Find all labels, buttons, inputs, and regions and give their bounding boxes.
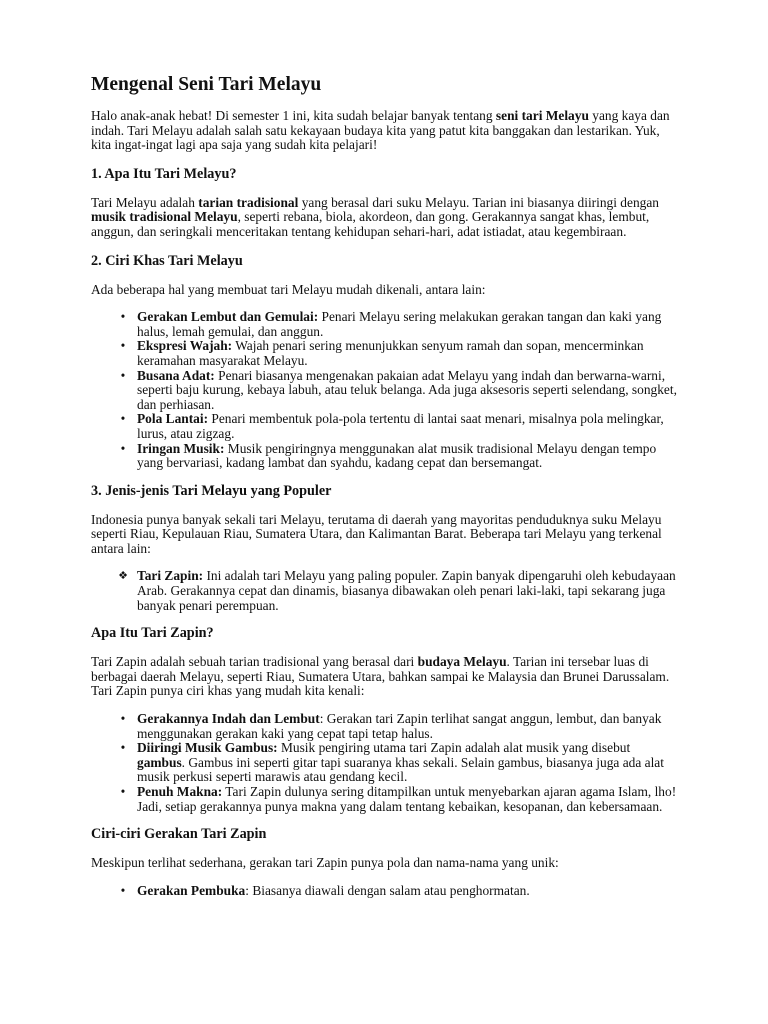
text-run: Penari biasanya mengenakan pakaian adat Melayu yang indah dan berwarna-warni, seperti baju kurung, kebaya labuh, atau teluk belanga. Ada juga aksesoris seperti selendang, songket, dan perhiasan. xyxy=(137,367,677,412)
bullet-list xyxy=(91,569,681,613)
text-run: Ada beberapa hal yang membuat tari Melayu mudah dikenali, antara lain: xyxy=(91,281,486,297)
text-run: Halo anak-anak hebat! Di semester 1 ini, kita sudah belajar banyak tentang xyxy=(91,108,496,123)
list-item xyxy=(120,784,681,814)
text-run: yang berasal dari suku Melayu. Tarian ini biasanya diiringi dengan xyxy=(298,194,659,210)
list-item xyxy=(120,711,681,741)
list-item xyxy=(120,740,681,785)
bold-text: Penuh Makna: xyxy=(137,784,223,799)
bullet-icon: • xyxy=(120,367,126,383)
paragraph xyxy=(91,283,681,298)
page-title: Mengenal Seni Tari Melayu xyxy=(91,74,322,95)
bold-text: budaya Melayu xyxy=(417,654,507,670)
text-run: Tari Zapin adalah sebuah tarian tradisional yang berasal dari xyxy=(91,654,418,670)
section-heading: 1. Apa Itu Tari Melayu? xyxy=(91,165,237,182)
list-item xyxy=(120,411,681,441)
list-item xyxy=(120,309,681,339)
bullet-list xyxy=(91,712,681,814)
text-run: yang kaya dan indah. Tari Melayu adalah salah satu kekayaan budaya kita yang patut kita banggakan dan lestarikan. Yuk, kita ingat-ingat lagi apa saja yang sudah kita pelajari! xyxy=(91,108,670,153)
bold-text: Ekspresi Wajah: xyxy=(137,338,233,354)
bold-text: Gerakan Pembuka xyxy=(137,882,246,898)
paragraph xyxy=(91,196,681,240)
bullet-icon: • xyxy=(120,740,126,756)
bullet-list xyxy=(91,884,681,899)
text-run: Penari Melayu sering melakukan gerakan tangan dan kaki yang halus, lemah gemulai, dan anggun. xyxy=(137,309,662,339)
bullet-list xyxy=(91,310,681,471)
section-heading: 3. Jenis-jenis Tari Melayu yang Populer xyxy=(91,482,332,499)
bullet-icon: • xyxy=(120,882,126,898)
text-run: Indonesia punya banyak sekali tari Melayu, terutama di daerah yang mayoritas penduduknya suku Melayu seperti Riau, Kepulauan Riau, Sumatera Utara, dan Kalimantan Barat. Beberapa tari Melayu yang terkenal antara lain: xyxy=(91,511,662,556)
section-heading: Ciri-ciri Gerakan Tari Zapin xyxy=(91,826,267,843)
list-item xyxy=(118,568,681,613)
paragraph xyxy=(91,856,681,871)
bullet-icon: • xyxy=(120,784,126,799)
bold-text: Diiringi Musik Gambus: xyxy=(137,740,278,756)
bold-text: Gerakannya Indah dan Lembut xyxy=(137,711,320,727)
list-item xyxy=(120,338,681,368)
section-heading: 2. Ciri Khas Tari Melayu xyxy=(91,252,243,269)
bold-text: gambus xyxy=(137,754,182,770)
text-run: : Biasanya diawali dengan salam atau penghormatan. xyxy=(245,882,530,898)
text-run: Musik pengiringnya menggunakan alat musik tradisional Melayu dengan tempo yang bervariasi, kadang lambat dan syahdu, kadang cepat dan bersemangat. xyxy=(137,440,657,471)
text-run: Wajah penari sering menunjukkan senyum ramah dan sopan, mencerminkan keramahan masyarakat Melayu. xyxy=(137,338,644,368)
bold-text: musik tradisional Melayu xyxy=(91,209,238,225)
text-run: Musik pengiring utama tari Zapin adalah alat musik yang disebut xyxy=(277,740,631,756)
paragraph xyxy=(91,109,681,153)
list-item xyxy=(120,440,681,471)
paragraph xyxy=(91,513,681,557)
paragraph xyxy=(91,655,681,699)
bold-text: Tari Zapin: xyxy=(137,568,204,584)
document-body xyxy=(91,74,681,910)
diamond-bullet-icon: ❖ xyxy=(118,569,128,583)
text-run: , seperti rebana, biola, akordeon, dan gong. Gerakannya sangat khas, lembut, anggun, dan seringkali menceritakan tentang kehidupan sehari-hari, adat istiadat, atau kegembiraan. xyxy=(91,209,650,239)
bold-text: Gerakan Lembut dan Gemulai: xyxy=(137,309,319,325)
text-run: . Tarian ini tersebar luas di berbagai daerah Melayu, seperti Riau, Sumatera Utara, bahkan sampai ke Malaysia dan Brunei Darussalam. Tari Zapin punya ciri khas yang mudah kita kenali: xyxy=(91,654,670,699)
bullet-icon: • xyxy=(120,711,126,727)
bullet-icon: • xyxy=(120,440,126,456)
text-run: Penari membentuk pola-pola tertentu di lantai saat menari, misalnya pola melingkar, lurus, atau zigzag. xyxy=(137,411,664,441)
bold-text: tarian tradisional xyxy=(198,194,299,210)
list-item xyxy=(120,882,681,899)
bullet-icon: • xyxy=(120,338,126,354)
text-run: Meskipun terlihat sederhana, gerakan tari Zapin punya pola dan nama-nama yang unik: xyxy=(91,855,559,871)
text-run: : Gerakan tari Zapin terlihat sangat anggun, lembut, dan banyak menggunakan gerakan kaki yang cepat tapi tetap halus. xyxy=(137,711,662,741)
list-item xyxy=(120,367,681,413)
bold-text: Busana Adat: xyxy=(137,367,215,383)
section-heading: Apa Itu Tari Zapin? xyxy=(91,625,214,642)
bold-text: seni tari Melayu xyxy=(495,108,589,123)
bullet-icon: • xyxy=(120,411,126,427)
text-run: . Gambus ini seperti gitar tapi suaranya khas sekali. Selain gambus, biasanya juga ada alat musik perkusi seperti marawis atau gendang kecil. xyxy=(137,754,664,785)
bold-text: Pola Lantai: xyxy=(137,411,209,427)
bold-text: Iringan Musik: xyxy=(137,440,225,456)
text-run: Tari Zapin dulunya sering ditampilkan untuk menyebarkan ajaran agama Islam, lho! Jadi, setiap gerakannya punya makna yang dalam tentang kebaikan, kesopanan, dan kebersamaan. xyxy=(137,784,677,814)
text-run: Ini adalah tari Melayu yang paling populer. Zapin banyak dipengaruhi oleh kebudayaan Arab. Gerakannya cepat dan dinamis, biasanya dibawakan oleh penari laki-laki, tapi sekarang juga banyak penari perempuan. xyxy=(137,568,676,613)
text-run: Tari Melayu adalah xyxy=(91,194,199,210)
bullet-icon: • xyxy=(120,309,126,325)
